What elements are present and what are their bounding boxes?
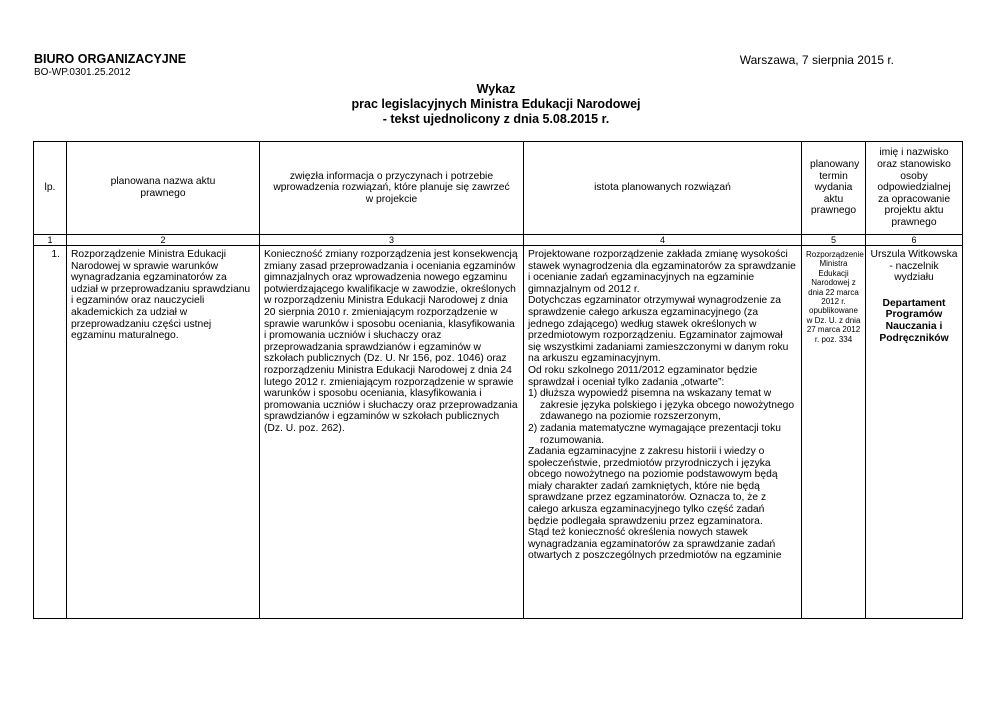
document-reference: BO-WP.0301.25.2012 bbox=[34, 67, 131, 78]
document-title bbox=[0, 82, 992, 127]
row-name-cell bbox=[67, 246, 260, 619]
column-header-person-text: imię i nazwisko oraz stanowisko osoby odpowiedzialnej za opracowanie projektu aktu prawnego bbox=[877, 147, 951, 228]
legislative-works-table bbox=[33, 141, 963, 619]
essence-list-item: 1) dłuższa wypowiedź pisemna na wskazany temat w zakresie języka polskiego i języka obcego nowożytnego zdawanego na poziomie rozszerzonym, bbox=[528, 388, 795, 423]
row-reason: Konieczność zmiany rozporządzenia jest konsekwencją zmiany zasad przeprowadzania i oceniania egzaminów gimnazjalnych oraz wprowadzenia nowego egzaminu potwierdzającego kwalifikacje w zawodzie, określonych w rozporządzeniu Ministra Edukacji Narodowej z dnia 20 sierpnia 2010 r. zmieniającym rozporządzenie w sprawie warunków i sposobu oceniania, klasyfikowania i promowania uczniów i słuchaczy oraz przeprowadzania sprawdzianów i egzaminów w szkołach publicznych (Dz. U. Nr 156, poz. 1046) oraz rozporządzeniu Ministra Edukacji Narodowej z dnia 24 lutego 2012 r. zmieniającym rozporządzenie w sprawie warunków i sposobu oceniania, klasyfikowania i promowania uczniów i słuchaczy oraz przeprowadzania sprawdzianów i egzaminów w szkołach publicznych (Dz. U. poz. 262). bbox=[264, 249, 518, 434]
column-number: 4 bbox=[524, 235, 802, 246]
row-name: Rozporządzenie Ministra Edukacji Narodowej w sprawie warunków wynagradzania egzaminatorów za udział w przeprowadzaniu sprawdzianu i egzaminów oraz nauczycieli akademickich za udział w przeprowadzaniu części ustnej egzaminu maturalnego. bbox=[71, 249, 251, 342]
row-term-cell bbox=[802, 246, 866, 619]
column-header-name bbox=[67, 142, 260, 235]
column-numbers-row bbox=[34, 235, 963, 246]
row-person-block bbox=[866, 246, 962, 347]
row-lp-cell bbox=[34, 246, 67, 619]
row-person-cell bbox=[866, 246, 963, 619]
row-lp: 1. bbox=[51, 249, 60, 260]
column-header-lp: lp. bbox=[34, 142, 67, 235]
column-header-term bbox=[802, 142, 866, 235]
essence-paragraph: Projektowane rozporządzenie zakłada zmianę wysokości stawek wynagrodzenia dla egzaminatorów za sprawdzanie i ocenianie zadań egzaminacyjnych na egzaminie gimnazjalnym od 2012 r. bbox=[528, 249, 796, 295]
organization-name: BIURO ORGANIZACYJNE bbox=[34, 52, 187, 66]
table-row bbox=[34, 246, 963, 619]
document-date: Warszawa, 7 sierpnia 2015 r. bbox=[739, 53, 894, 67]
column-number: 3 bbox=[260, 235, 524, 246]
column-header-reason bbox=[260, 142, 524, 235]
column-header-reason-text: zwięzła informacja o przyczynach i potrzebie wprowadzenia rozwiązań, które planuje się zawrzeć w projekcie bbox=[273, 170, 510, 205]
row-essence bbox=[524, 246, 801, 565]
title-line-3: - tekst ujednolicony z dnia 5.08.2015 r. bbox=[382, 112, 610, 126]
column-header-person bbox=[866, 142, 963, 235]
column-number: 6 bbox=[866, 235, 963, 246]
title-line-1: Wykaz bbox=[476, 82, 516, 96]
column-number: 5 bbox=[802, 235, 866, 246]
column-number: 1 bbox=[34, 235, 67, 246]
essence-paragraph: Stąd też konieczność określenia nowych stawek wynagradzania egzaminatorów za sprawdzanie zadań otwartych z poszczególnych przedmiotów na egzaminie bbox=[528, 527, 782, 562]
column-header-essence: istota planowanych rozwiązań bbox=[524, 142, 802, 235]
row-essence-cell bbox=[524, 246, 802, 619]
essence-paragraph: Od roku szkolnego 2011/2012 egzaminator będzie sprawdzał i oceniał tylko zadania „otwarte”: bbox=[528, 364, 758, 388]
responsible-department: Departament Programów Nauczania i Podręczników bbox=[879, 297, 949, 344]
responsible-person: Urszula Witkowska - naczelnik wydziału bbox=[870, 249, 958, 284]
essence-list-item: 2) zadania matematyczne wymagające prezentacji toku rozumowania. bbox=[528, 422, 781, 446]
title-line-2: prac legislacyjnych Ministra Edukacji Narodowej bbox=[351, 97, 641, 111]
column-number: 2 bbox=[67, 235, 260, 246]
essence-paragraph: Zadania egzaminacyjne z zakresu historii i wiedzy o społeczeństwie, przedmiotów przyrodniczych i języka obcego nowożytnego na poziomie podstawowym będą miały charakter zadań zamkniętych, które nie będą sprawdzane przez egzaminatorów. Oznacza to, że z całego arkusza egzaminacyjnego tylko część zadań będzie podlegała sprawdzeniu przez egzaminatora. bbox=[528, 446, 778, 527]
row-reason-cell bbox=[260, 246, 524, 619]
table-header-row bbox=[34, 142, 963, 235]
row-term: Rozporządzenie Ministra Edukacji Narodowej z dnia 22 marca 2012 r. opublikowane w Dz. U. z dnia 27 marca 2012 r. poz. 334 bbox=[806, 250, 864, 344]
column-header-term-text: planowany termin wydania aktu prawnego bbox=[810, 159, 860, 217]
column-header-name-text: planowana nazwa aktu prawnego bbox=[110, 176, 216, 199]
essence-paragraph: Dotychczas egzaminator otrzymywał wynagrodzenie za sprawdzenie całego arkusza egzaminacyjnego (za jednego zdającego) według stawek określonych w przedmiotowym rozporządzeniu. Egzaminator zajmował się wszystkimi zadaniami zamieszczonymi w danym roku na arkuszu egzaminacyjnym. bbox=[528, 295, 789, 365]
